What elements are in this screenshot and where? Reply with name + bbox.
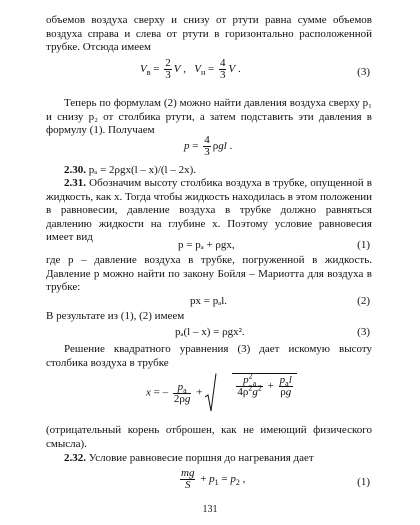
equation-volumes: $V_в$ = $\frac{2}{3}$ V , $V_н$ = $\frac{4}{3}$ V . <box>140 57 241 81</box>
equation-number-1c: (1) <box>357 476 370 488</box>
equation-quadratic: pₐ(l – x) = ρgx². <box>175 326 245 338</box>
problem-2-30-answer: pₐ = 2ρgx(l – x)/(l – 2x). <box>88 164 197 176</box>
paragraph-pressures: Теперь по формулам (2) можно найти давления воздуха сверху p₁ и снизу p₂ от столбика ртути, а затем подставить эти давления в формулу (1). Получаем <box>46 97 372 137</box>
problem-2-31-text: Обозначим высоту столбика воздуха в трубке, опущенной в жидкость, как x. Тогда чтобы жидкость находилась в этом положении в равновесии, давление воздуха в трубке должно равняться давлению жидкости на глубине x. Поэтому условие равновесия имеет вид <box>46 177 373 244</box>
paragraph-mercury-volumes: объемов воздуха сверху и снизу от ртути равна сумме объемов воздуха справа и слева от ртути в горизонтально расположенной трубке. Отсюда имеем <box>46 14 372 54</box>
equation-number-1: (1) <box>357 239 370 251</box>
equation-number-3b: (3) <box>357 326 370 338</box>
paragraph-negative-root: (отрицательный корень отброшен, как не имеющий физического смысла). <box>46 424 372 450</box>
equation-piston-balance: $\frac{mg}{S}$ + $p_1 = p_2$ , <box>181 467 246 491</box>
square-root: $\frac{p^2_a}{4\rho^2g^2}$ + $\frac{p_al}{\rho g}$ <box>205 373 313 413</box>
equation-x-solution: x = – $\frac{p_a}{2\rho g}$ + $\frac{p^2_a}{4\rho^2g^2}$ + $\frac{p_al}{\rho g}$ <box>146 373 313 413</box>
equation-number-3: (3) <box>357 66 370 78</box>
paragraph-quadratic-solution: Решение квадратного уравнения (3) дает искомую высоту столбика воздуха в трубке <box>46 343 372 369</box>
equation-p-balance: p = pₐ + ρgx, <box>178 239 235 251</box>
paragraph-boyle-law: где p – давление воздуха в трубке, погруженной в жидкость. Давление p можно найти по закону Бойля – Мариотта для воздуха в трубке: <box>46 254 372 294</box>
problem-number-2-30: 2.30. <box>64 164 86 176</box>
page-number: 131 <box>202 504 218 515</box>
equation-boyle: px = pₐl. <box>190 295 228 307</box>
problem-number-2-32: 2.32. <box>64 452 86 464</box>
problem-2-32 <box>46 452 372 466</box>
problem-2-31 <box>46 177 372 245</box>
equation-number-2: (2) <box>357 295 370 307</box>
problem-2-32-text: Условие равновесие поршня до нагревания дает <box>88 452 314 464</box>
paragraph-result: В результате из (1), (2) имеем <box>46 310 185 322</box>
problem-number-2-31: 2.31. <box>64 177 86 189</box>
equation-pressure-result: p = $\frac{4}{3}$ ρgl . <box>184 134 233 158</box>
problem-2-30 <box>46 164 372 178</box>
